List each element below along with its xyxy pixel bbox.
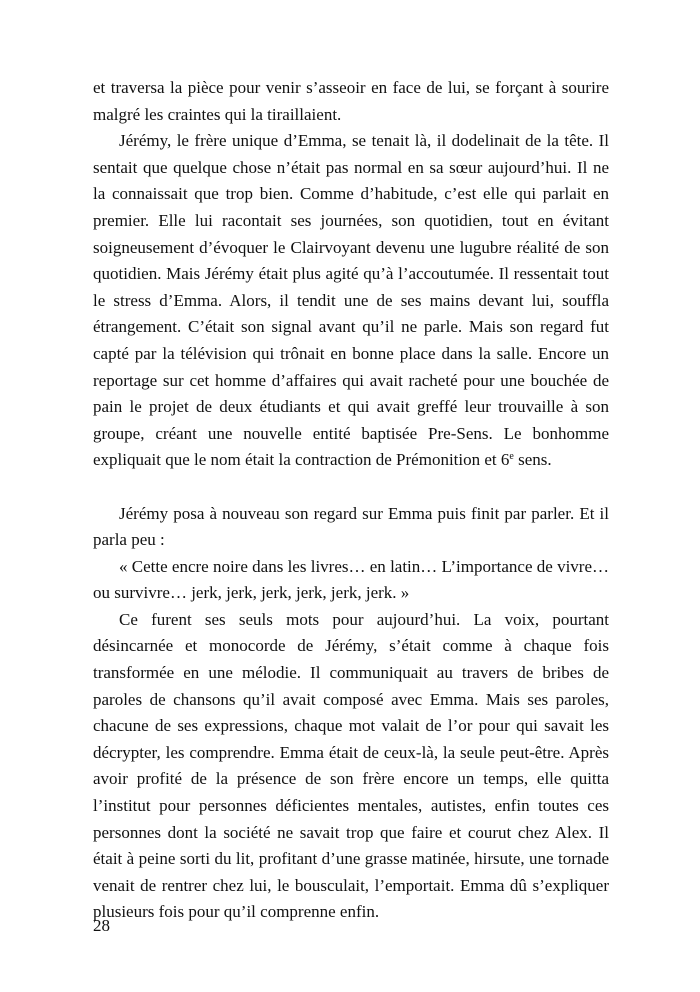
paragraph-jeremy-description [93,128,609,474]
paragraph-text: Jérémy, le frère unique d’Emma, se tenait là, il dodelinait de la tête. Il sentait que quelque chose n’était pas normal en sa sœur aujourd’hui. Il ne la connaissait que trop bien. Comme d’habitude, c’est elle qui parlait en premier. Elle lui racontait ses journées, son quotidien, tout en évitant soigneusement d’évoquer le Clairvoyant devenu une lugubre réalité de son quotidien. Mais Jérémy était plus agité qu’à l’accoutumée. Il ressentait tout le stress d’Emma. Alors, il tendit une de ses mains devant lui, souffla étrangement. C’était son signal avant qu’il ne parle. Mais son regard fut capté par la télévision qui trônait en bonne place dans la salle. Encore un reportage sur cet homme d’affaires qui avait racheté pour une bouchée de pain le projet de deux étudiants et qui avait greffé leur trouvaille à son groupe, créant une nouvelle entité baptisée Pre-Sens. Le bonhomme expliquait que le nom était la contraction de Prémonition et 6 [93,131,609,470]
paragraph-emma-leaves: Ce furent ses seuls mots pour aujourd’hui. La voix, pourtant désincarnée et monocorde de Jérémy, s’était comme à chaque fois transformée en une mélodie. Il communiquait au travers de bribes de paroles de chansons qu’il avait composé avec Emma. Mais ses paroles, chacune de ses expressions, chaque mot valait de l’or pour qui savait les décrypter, les comprendre. Emma était de ceux-là, la seule peut-être. Après avoir profité de la présence de son frère encore un temps, elle quitta l’institut pour personnes déficientes mentales, autistes, enfin toutes ces personnes dont la société ne savait trop que faire et courut chez Alex. Il était à peine sorti du lit, profitant d’une grasse matinée, hirsute, une tornade venait de rentrer chez lui, le bousculait, l’emportait. Emma dû s’expliquer plusieurs fois pour qu’il comprenne enfin. [93,609,609,922]
paragraph-text-tail: sens. [513,450,552,470]
page-number: 28 [93,916,110,935]
paragraph-continuation: et traversa la pièce pour venir s’asseoir en face de lui, se forçant à sourire malgré les craintes qui la tiraillaient. [93,78,609,124]
ordinal-superscript: e [509,451,514,463]
paragraph-quote: « Cette encre noire dans les livres… en latin… L’importance de vivre… ou survivre… jerk, jerk, jerk, jerk, jerk, jerk. » [93,556,609,603]
paragraph-jeremy-speaks: Jérémy posa à nouveau son regard sur Emma puis finit par parler. Et il parla peu : [93,503,609,550]
body-text [93,75,609,926]
